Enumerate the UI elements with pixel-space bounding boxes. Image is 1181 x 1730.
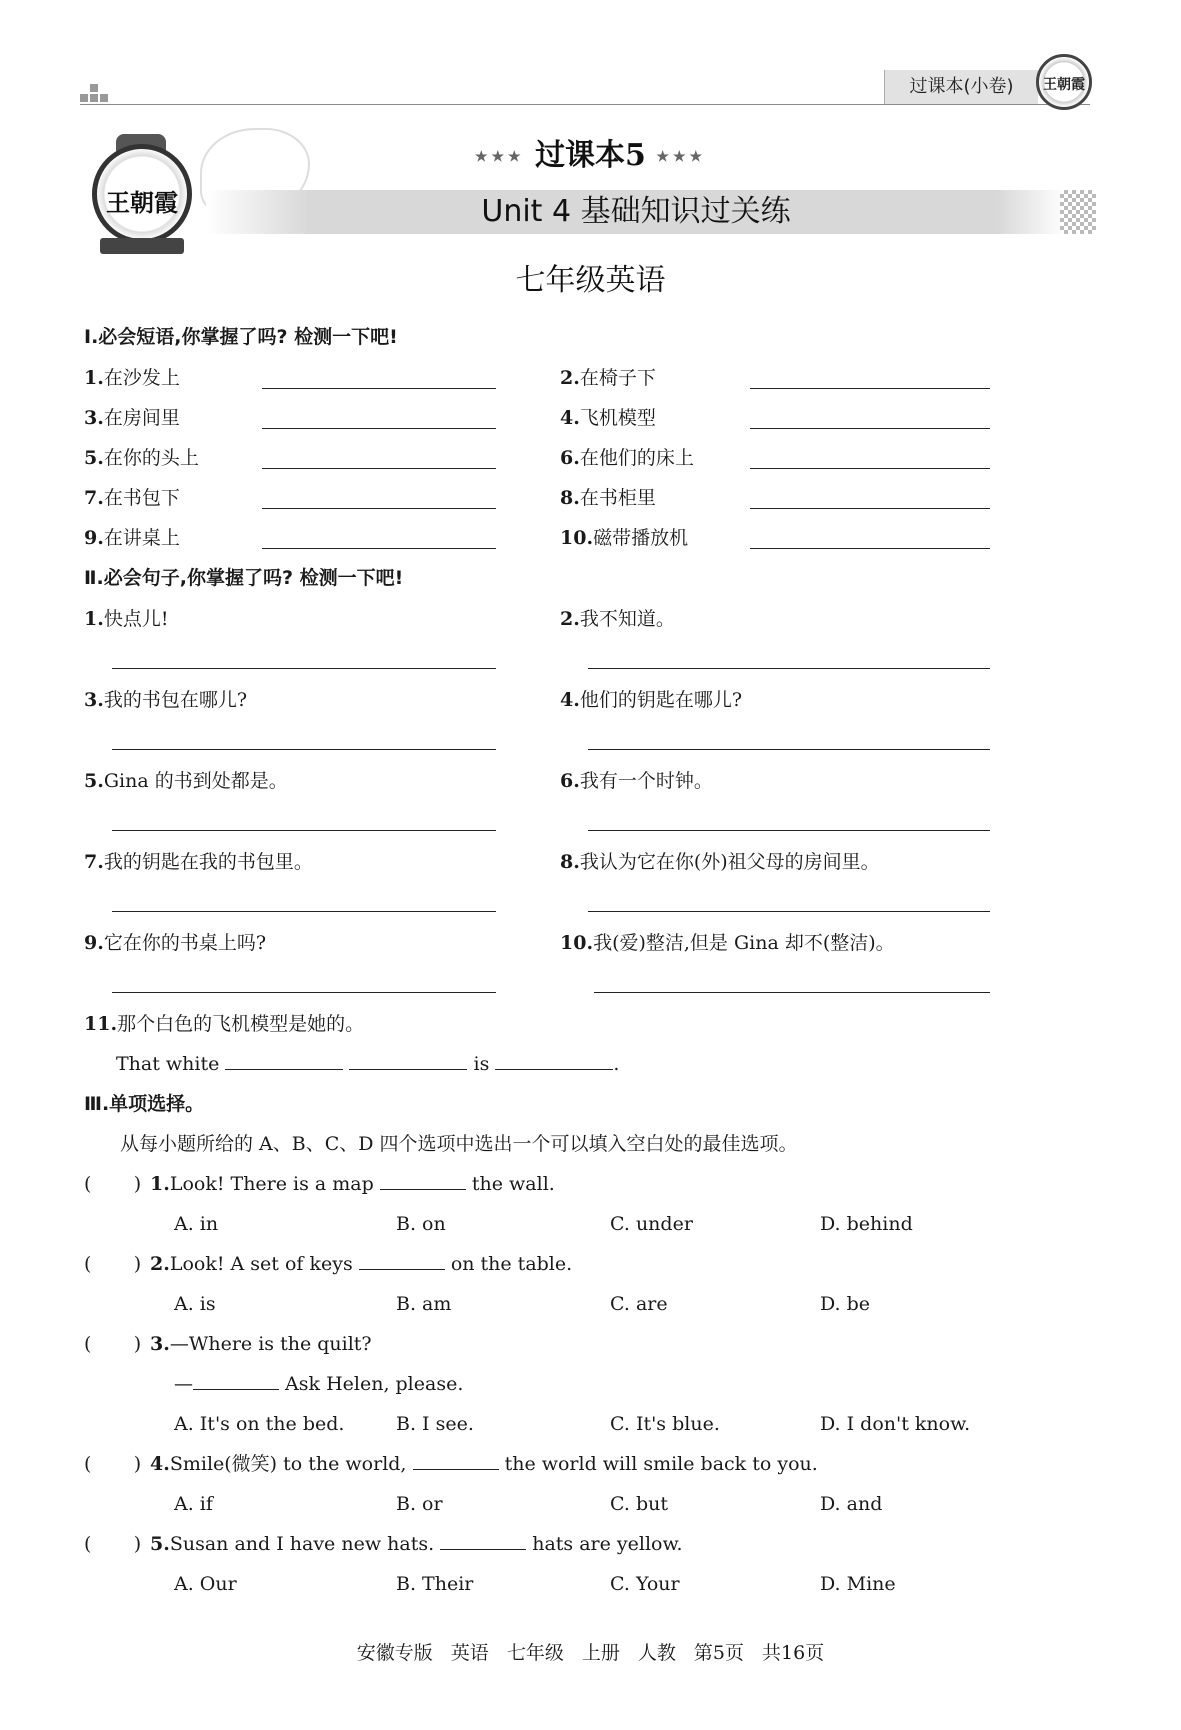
series-title xyxy=(0,130,1181,174)
corner-decoration xyxy=(80,84,110,106)
option-d[interactable]: D. Mine xyxy=(820,1573,896,1595)
sentence-item: 4.他们的钥匙在哪儿? xyxy=(560,689,743,711)
answer-line[interactable] xyxy=(112,749,496,750)
option-c[interactable]: C. are xyxy=(610,1293,668,1315)
answer-line[interactable] xyxy=(588,911,990,912)
phrase-item: 5.在你的头上 xyxy=(84,447,199,469)
answer-line[interactable] xyxy=(112,911,496,912)
question-blank[interactable] xyxy=(359,1252,445,1270)
option-b[interactable]: B. Their xyxy=(396,1573,474,1595)
sentence-item: 6.我有一个时钟。 xyxy=(560,770,713,792)
phrase-item: 3.在房间里 xyxy=(84,407,180,429)
answer-bracket[interactable]: ( ) xyxy=(84,1453,142,1475)
question-blank[interactable] xyxy=(380,1172,466,1190)
sentence-item: 8.我认为它在你(外)祖父母的房间里。 xyxy=(560,851,880,873)
page-footer: 安徽专版 英语 七年级 上册 人教 第5页 共16页 xyxy=(356,1642,825,1664)
answer-line[interactable] xyxy=(588,668,990,669)
answer-bracket[interactable]: ( ) xyxy=(84,1253,142,1275)
question-blank[interactable] xyxy=(193,1372,279,1390)
section-3-heading: Ⅲ.单项选择。 xyxy=(84,1093,205,1115)
answer-line[interactable] xyxy=(262,508,496,509)
answer-line[interactable] xyxy=(262,428,496,429)
answer-line[interactable] xyxy=(262,388,496,389)
unit-banner: Unit 4 基础知识过关练 xyxy=(481,194,791,229)
phrase-item: 4.飞机模型 xyxy=(560,407,656,429)
option-d[interactable]: D. and xyxy=(820,1493,883,1515)
question-blank[interactable] xyxy=(413,1452,499,1470)
blank-3[interactable] xyxy=(495,1052,613,1070)
document-title: 七年级英语 xyxy=(515,263,666,298)
phrase-item: 7.在书包下 xyxy=(84,487,180,509)
sentence-item: 2.我不知道。 xyxy=(560,608,675,630)
phrase-item: 1.在沙发上 xyxy=(84,367,180,389)
option-c[interactable]: C. It's blue. xyxy=(610,1413,720,1435)
section-1-heading: Ⅰ.必会短语,你掌握了吗? 检测一下吧! xyxy=(84,326,398,348)
question-2: 2.Look! A set of keys on the table. xyxy=(150,1253,573,1275)
option-a[interactable]: A. is xyxy=(174,1293,216,1315)
answer-line[interactable] xyxy=(588,830,990,831)
option-c[interactable]: C. but xyxy=(610,1493,668,1515)
series-title-text: 过课本5 xyxy=(535,138,646,173)
answer-line[interactable] xyxy=(594,992,990,993)
question-1: 1.Look! There is a map the wall. xyxy=(150,1173,555,1195)
sentence-item: 1.快点儿! xyxy=(84,608,169,630)
answer-line[interactable] xyxy=(588,749,990,750)
question-4: 4.Smile(微笑) to the world, the world will smile back to you. xyxy=(150,1453,818,1475)
sentence-item: 5.Gina 的书到处都是。 xyxy=(84,770,288,792)
section-3-instruction: 从每小题所给的 A、B、C、D 四个选项中选出一个可以填入空白处的最佳选项。 xyxy=(120,1133,798,1155)
answer-line[interactable] xyxy=(262,468,496,469)
section-2-heading: Ⅱ.必会句子,你掌握了吗? 检测一下吧! xyxy=(84,567,404,589)
sentence-item: 9.它在你的书桌上吗? xyxy=(84,932,267,954)
phrase-item: 9.在讲桌上 xyxy=(84,527,180,549)
question-3-reply: — Ask Helen, please. xyxy=(174,1373,464,1395)
small-logo-text: 王朝霞 xyxy=(1043,77,1085,93)
header-rule xyxy=(80,104,1090,105)
answer-line[interactable] xyxy=(262,548,496,549)
option-c[interactable]: C. under xyxy=(610,1213,693,1235)
answer-line[interactable] xyxy=(750,468,990,469)
blank-1[interactable] xyxy=(225,1052,343,1070)
phrase-item: 8.在书柜里 xyxy=(560,487,656,509)
stars-right-icon: ★★★ xyxy=(656,149,707,165)
sentence-item-11: 11.那个白色的飞机模型是她的。 xyxy=(84,1013,365,1035)
option-b[interactable]: B. on xyxy=(396,1213,446,1235)
option-b[interactable]: B. I see. xyxy=(396,1413,474,1435)
logo-text: 王朝霞 xyxy=(106,188,178,217)
answer-line[interactable] xyxy=(750,508,990,509)
question-5: 5.Susan and I have new hats. hats are yellow. xyxy=(150,1533,683,1555)
blank-2[interactable] xyxy=(349,1052,467,1070)
answer-bracket[interactable]: ( ) xyxy=(84,1333,142,1355)
answer-line[interactable] xyxy=(750,548,990,549)
book-tag: 过课本(小卷) xyxy=(884,70,1038,104)
answer-line[interactable] xyxy=(750,388,990,389)
question-blank[interactable] xyxy=(440,1532,526,1550)
sentence-item: 7.我的钥匙在我的书包里。 xyxy=(84,851,313,873)
answer-bracket[interactable]: ( ) xyxy=(84,1533,142,1555)
fill-sentence: That white is . xyxy=(116,1053,620,1075)
option-b[interactable]: B. or xyxy=(396,1493,443,1515)
option-d[interactable]: D. behind xyxy=(820,1213,913,1235)
answer-line[interactable] xyxy=(112,830,496,831)
sentence-item: 3.我的书包在哪儿? xyxy=(84,689,248,711)
ribbon-icon xyxy=(100,238,184,254)
phrase-item: 2.在椅子下 xyxy=(560,367,656,389)
option-d[interactable]: D. I don't know. xyxy=(820,1413,971,1435)
option-d[interactable]: D. be xyxy=(820,1293,871,1315)
answer-line[interactable] xyxy=(750,428,990,429)
question-3: 3.—Where is the quilt? xyxy=(150,1333,372,1355)
option-b[interactable]: B. am xyxy=(396,1293,452,1315)
sentence-item: 10.我(爱)整洁,但是 Gina 却不(整洁)。 xyxy=(560,932,895,954)
answer-bracket[interactable]: ( ) xyxy=(84,1173,142,1195)
option-a[interactable]: A. if xyxy=(174,1493,213,1515)
phrase-item: 10.磁带播放机 xyxy=(560,527,689,549)
answer-line[interactable] xyxy=(112,992,496,993)
option-a[interactable]: A. Our xyxy=(174,1573,237,1595)
option-a[interactable]: A. It's on the bed. xyxy=(174,1413,345,1435)
option-a[interactable]: A. in xyxy=(174,1213,219,1235)
small-logo-icon xyxy=(1036,54,1092,110)
answer-line[interactable] xyxy=(112,668,496,669)
stars-left-icon: ★★★ xyxy=(474,149,525,165)
option-c[interactable]: C. Your xyxy=(610,1573,680,1595)
phrase-item: 6.在他们的床上 xyxy=(560,447,694,469)
